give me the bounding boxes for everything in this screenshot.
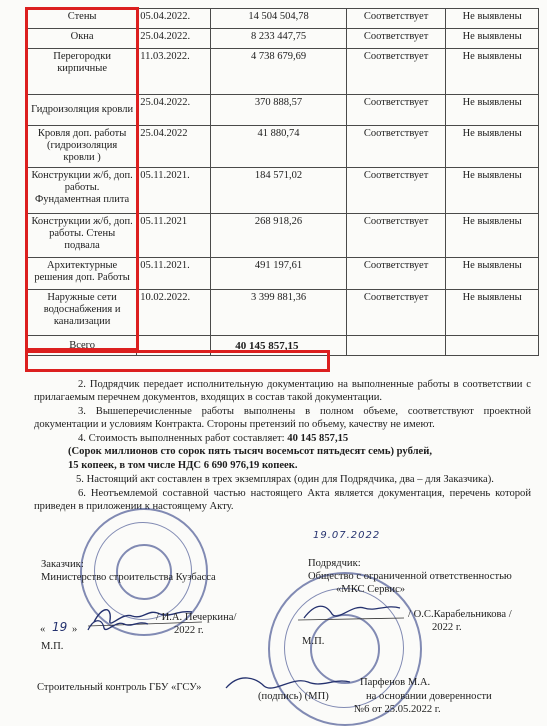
- control-basis-1: на основании доверенности: [366, 691, 492, 702]
- work-name: Наружные сети водоснабжения и канализации: [28, 290, 137, 336]
- work-date: 25.04.2022: [137, 126, 211, 168]
- work-sum: 491 197,61: [211, 258, 347, 290]
- table-row: [28, 258, 539, 290]
- work-name: Гидроизоляция кровли: [28, 95, 137, 126]
- work-date: 05.04.2022.: [137, 9, 211, 29]
- work-status: Соответствует: [346, 49, 445, 95]
- table-row: [28, 168, 539, 214]
- table-row: [28, 9, 539, 29]
- customer-org: Министерство строительства Кузбасса: [41, 572, 216, 583]
- total-defects-cell: [446, 336, 539, 356]
- paragraph-4: [34, 433, 531, 446]
- works-table: [27, 8, 539, 356]
- work-name: Конструкции ж/б, доп. работы. Фундаментная плита: [28, 168, 137, 214]
- sign-date: 19.07.2022: [313, 530, 381, 541]
- work-date: 11.03.2022.: [137, 49, 211, 95]
- work-date: 05.11.2021.: [137, 258, 211, 290]
- total-date-cell: [137, 336, 211, 356]
- contractor-signature: [296, 598, 406, 626]
- work-date: 25.04.2022.: [137, 29, 211, 49]
- customer-day-close: »: [72, 624, 78, 635]
- work-status: Соответствует: [346, 258, 445, 290]
- work-status: Соответствует: [346, 290, 445, 336]
- cost-sum: 40 145 857,15: [287, 433, 349, 444]
- paragraph-5: 5. Настоящий акт составлен в трех экземплярах (один для Подрядчика, два – для Заказчика).: [76, 474, 494, 485]
- work-defects: Не выявлены: [446, 258, 539, 290]
- customer-year: 2022 г.: [174, 625, 204, 636]
- work-date: 05.11.2021.: [137, 168, 211, 214]
- work-sum: 4 738 679,69: [211, 49, 347, 95]
- work-status: Соответствует: [346, 168, 445, 214]
- work-sum: 41 880,74: [211, 126, 347, 168]
- control-signer: Парфенов М.А.: [360, 677, 431, 688]
- control-label: Строительный контроль ГБУ «ГСУ»: [37, 682, 202, 693]
- work-sum: 268 918,26: [211, 214, 347, 258]
- paragraph-6: 6. Неотъемлемой составной частью настоящего Акта является документация, перечень которой приведен в приложении к настоящему Акту.: [34, 488, 531, 512]
- work-date: 25.04.2022.: [137, 95, 211, 126]
- paragraph-3: 3. Вышеперечисленные работы выполнены в полном объеме, соответствуют проектной документации и условиям Контракта. Стороны претензий по объему, качеству не имеют.: [34, 406, 531, 430]
- work-sum: 370 888,57: [211, 95, 347, 126]
- work-defects: Не выявлены: [446, 168, 539, 214]
- total-status-cell: [346, 336, 445, 356]
- work-status: Соответствует: [346, 214, 445, 258]
- customer-day: 19: [52, 620, 68, 634]
- table-row: [28, 95, 539, 126]
- customer-label: Заказчик:: [41, 559, 84, 570]
- work-defects: Не выявлены: [446, 29, 539, 49]
- work-defects: Не выявлены: [446, 214, 539, 258]
- work-status: Соответствует: [346, 126, 445, 168]
- work-defects: Не выявлены: [446, 9, 539, 29]
- contractor-label: Подрядчик:: [308, 558, 361, 569]
- customer-day-open: «: [40, 624, 46, 635]
- contractor-signer: / О.С.Карабельникова /: [408, 609, 512, 620]
- control-basis-2: №6 от 25.05.2022 г.: [354, 704, 441, 715]
- total-sum: 40 145 857,15: [211, 336, 347, 356]
- contractor-mp: М.П.: [302, 636, 325, 647]
- work-defects: Не выявлены: [446, 126, 539, 168]
- table-row: [28, 29, 539, 49]
- work-name: Окна: [28, 29, 137, 49]
- work-sum: 3 399 881,36: [211, 290, 347, 336]
- cost-lead: 4. Стоимость выполненных работ составляет:: [78, 433, 288, 444]
- table-row: [28, 290, 539, 336]
- total-row: [28, 336, 539, 356]
- table-row: [28, 126, 539, 168]
- work-defects: Не выявлены: [446, 290, 539, 336]
- work-name: Кровля доп. работы (гидроизоляция кровли ): [28, 126, 137, 168]
- work-name: Конструкции ж/б, доп. работы. Стены подвала: [28, 214, 137, 258]
- contractor-year: 2022 г.: [432, 622, 462, 633]
- work-status: Соответствует: [346, 9, 445, 29]
- control-sign-hint: (подпись) (МП): [258, 691, 329, 702]
- work-sum: 14 504 504,78: [211, 9, 347, 29]
- table-row: [28, 49, 539, 95]
- work-name: Перегородки кирпичные: [28, 49, 137, 95]
- work-defects: Не выявлены: [446, 49, 539, 95]
- work-sum: 8 233 447,75: [211, 29, 347, 49]
- work-status: Соответствует: [346, 29, 445, 49]
- paragraph-4-words: (Сорок миллионов сто сорок пять тысяч восемьсот пятьдесят семь) рублей,: [68, 446, 432, 457]
- customer-mp: М.П.: [41, 641, 64, 652]
- work-status: Соответствует: [346, 95, 445, 126]
- paragraph-2: 2. Подрядчик передает исполнительную документацию на выполненные работы в соответствии с прилагаемым перечнем документов, входящих в состав такой документации.: [34, 379, 531, 403]
- paragraph-4-vat: 15 копеек, в том числе НДС 6 690 976,19 копеек.: [68, 460, 298, 471]
- table-row: [28, 214, 539, 258]
- total-label: Всего: [28, 336, 137, 356]
- contractor-org-line-1: Общество с ограниченной ответственностью: [308, 571, 512, 582]
- customer-month-handwriting: [84, 616, 154, 636]
- work-sum: 184 571,02: [211, 168, 347, 214]
- work-date: 10.02.2022.: [137, 290, 211, 336]
- work-date: 05.11.2021: [137, 214, 211, 258]
- work-name: Архитектурные решения доп. Работы: [28, 258, 137, 290]
- work-name: Стены: [28, 9, 137, 29]
- contractor-org-line-2: «МКС Сервис»: [336, 584, 406, 595]
- work-defects: Не выявлены: [446, 95, 539, 126]
- customer-signer: / И.А. Печеркина/: [156, 612, 237, 623]
